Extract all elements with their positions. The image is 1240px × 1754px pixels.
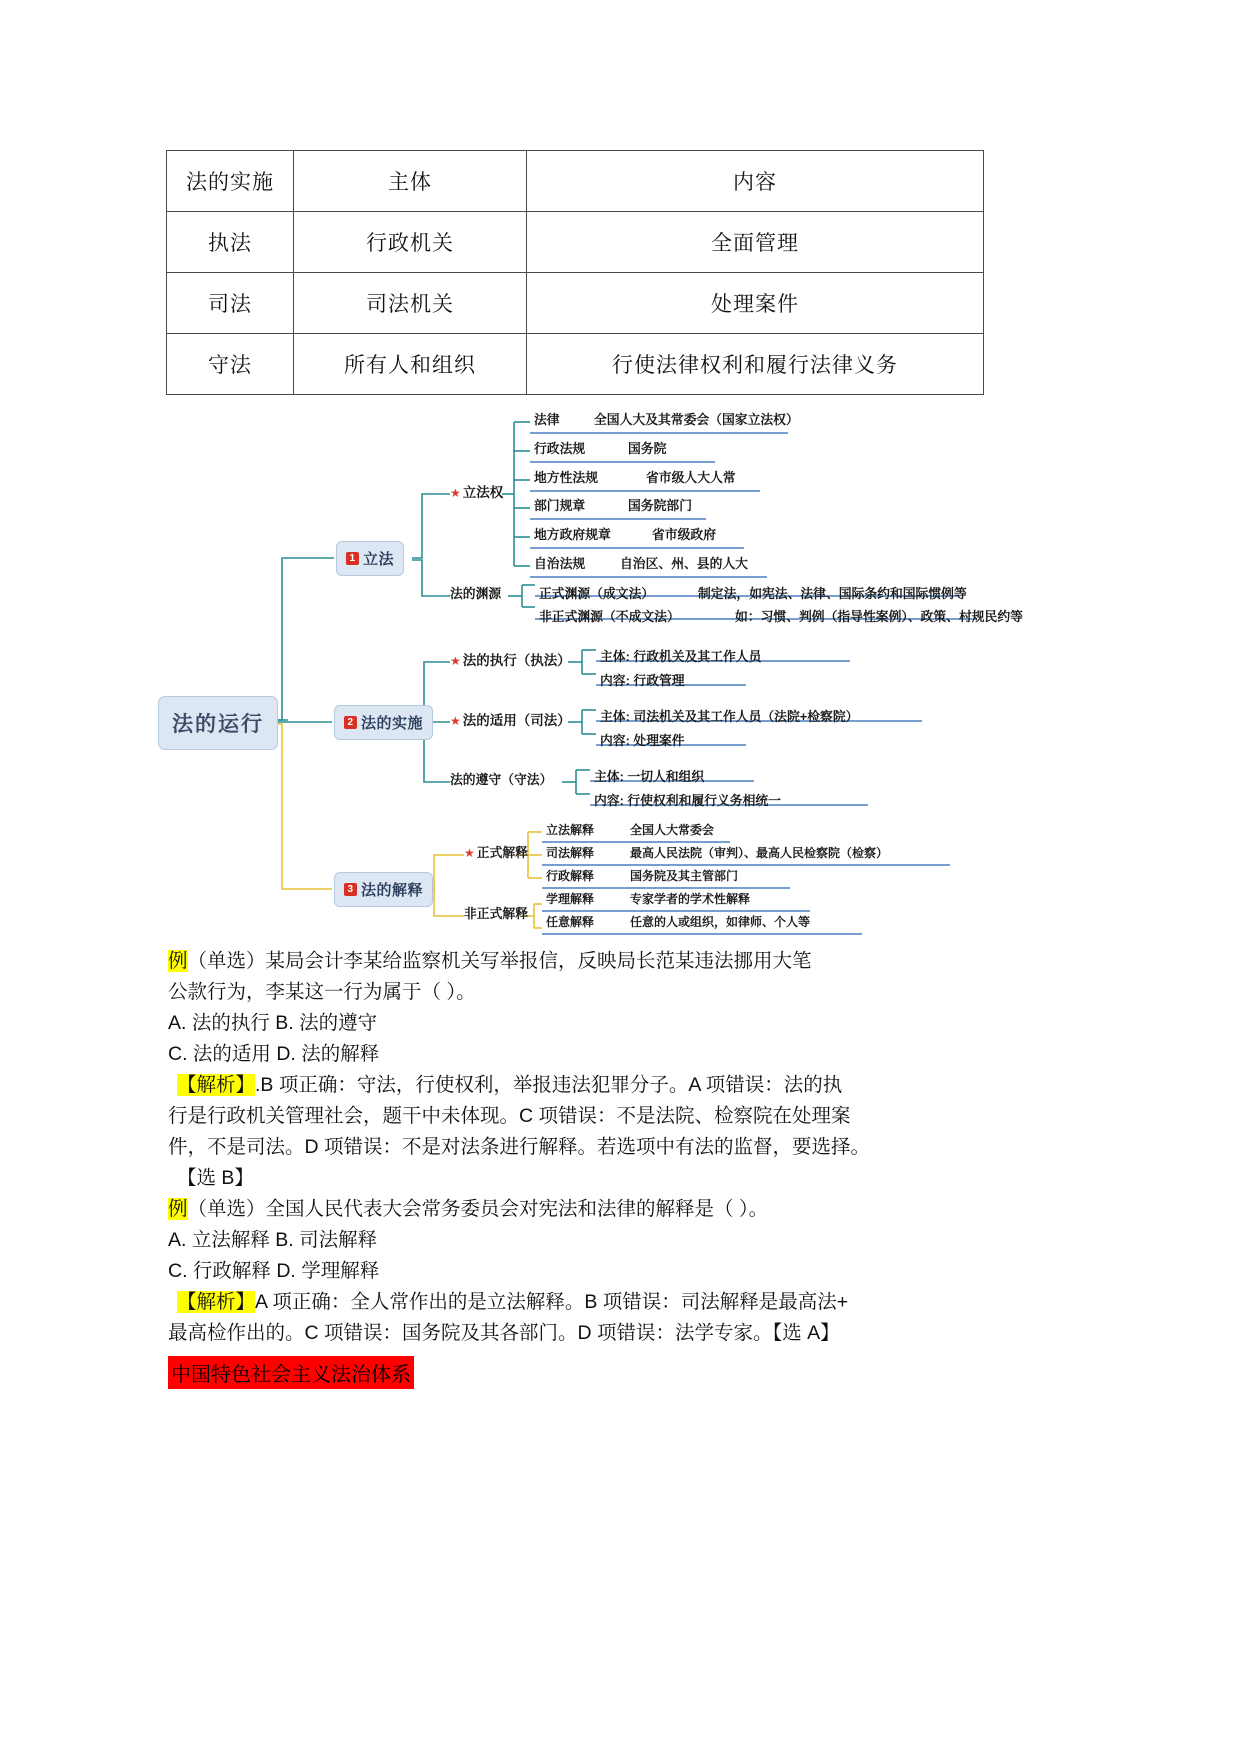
branch-label: 法的解释	[361, 882, 424, 899]
question1-options-line1: A. 法的执行 B. 法的遵守	[168, 1012, 378, 1034]
question2-analysis-line1	[168, 1287, 980, 1318]
mindmap-branch-fadeshishi[interactable]	[334, 705, 433, 740]
star-icon: ★	[450, 714, 461, 728]
mindmap-leaf-value[interactable]: 全国人大及其常委会（国家立法权）	[594, 412, 799, 427]
mindmap-leaf-key[interactable]: 部门规章	[534, 498, 586, 513]
mindmap-leaf-value[interactable]: 制定法，如宪法、法律、国际条约和国际惯例等	[698, 586, 967, 601]
table-cell: 执法	[167, 212, 294, 273]
question1-stem-line1	[168, 946, 980, 977]
law-implementation-table	[166, 150, 984, 395]
table-cell: 司法	[167, 273, 294, 334]
table-cell: 行使法律权利和履行法律义务	[527, 334, 984, 395]
table-cell: 行政机关	[294, 212, 527, 273]
table-row	[167, 273, 984, 334]
question1-stem-text: （单选）某局会计李某给监察机关写举报信，反映局长范某违法挪用大笔	[187, 950, 812, 972]
mindmap-leaf-key[interactable]: 立法解释	[546, 823, 595, 837]
question2-stem-text: （单选）全国人民代表大会常务委员会对宪法和法律的解释是（ ）。	[187, 1198, 769, 1220]
table-header-cell: 法的实施	[167, 151, 294, 212]
table-header-cell: 主体	[294, 151, 527, 212]
mindmap-group-zhengshijieshi[interactable]	[464, 847, 528, 860]
branch-index-badge: 1	[346, 552, 359, 565]
mindmap-leaf-key[interactable]: 行政法规	[534, 441, 586, 456]
mindmap-leaf-value[interactable]: 主体: 一切人和组织	[594, 769, 705, 784]
table-row	[167, 212, 984, 273]
mindmap-leaf-key[interactable]: 任意解释	[546, 915, 595, 929]
branch-index-badge: 2	[344, 716, 357, 729]
exercise-text-block	[168, 946, 980, 1349]
mindmap-leaf-key[interactable]: 司法解释	[546, 846, 595, 860]
question1-answer	[168, 1163, 980, 1194]
question1-analysis-line2: 行是行政机关管理社会，题干中未体现。C 项错误：不是法院、检察院在处理案	[168, 1105, 851, 1127]
table-header-cell: 内容	[527, 151, 984, 212]
question2-stem-line1	[168, 1194, 980, 1225]
group-label: 法的执行（执法）	[462, 653, 571, 668]
star-icon: ★	[450, 654, 461, 668]
mindmap-branch-lifa[interactable]	[336, 541, 404, 576]
mindmap-branch-fadejieshi[interactable]	[334, 872, 433, 907]
table-cell: 全面管理	[527, 212, 984, 273]
mindmap-leaf-key[interactable]: 行政解释	[546, 869, 595, 883]
question1-options-line2: C. 法的适用 D. 法的解释	[168, 1043, 380, 1065]
table-cell: 守法	[167, 334, 294, 395]
mindmap-leaf-key[interactable]: 学理解释	[546, 892, 595, 906]
mindmap-leaf-value[interactable]: 主体: 司法机关及其工作人员（法院+检察院）	[600, 709, 859, 724]
branch-index-badge: 3	[344, 883, 357, 896]
analysis-text: A 项正确：全人常作出的是立法解释。B 项错误：司法解释是最高法+	[255, 1291, 849, 1313]
mindmap-leaf-key[interactable]: 自治法规	[534, 556, 586, 571]
mindmap-leaf-value[interactable]: 内容: 处理案件	[600, 733, 685, 748]
analysis-marker: 【解析】	[177, 1291, 256, 1313]
mindmap-group-fadezunshou[interactable]: 法的遵守（守法）	[450, 772, 553, 787]
mindmap-leaf-value[interactable]: 国务院及其主管部门	[630, 869, 739, 883]
question2-analysis-line2: 最高检作出的。C 项错误：国务院及其各部门。D 项错误：法学专家。【选 A】	[168, 1322, 840, 1344]
mindmap-leaf-value[interactable]: 内容: 行政管理	[600, 673, 685, 688]
group-label: 正式解释	[476, 845, 528, 860]
mindmap-leaf-value[interactable]: 如：习惯、判例（指导性案例）、政策、村规民约等	[735, 609, 1023, 624]
question2-options-line1: A. 立法解释 B. 司法解释	[168, 1229, 378, 1251]
mindmap-leaf-value[interactable]: 自治区、州、县的人大	[620, 556, 748, 571]
mindmap-group-fadeshiyong[interactable]	[450, 714, 571, 728]
star-icon: ★	[450, 486, 461, 500]
mindmap-leaf-key[interactable]: 法律	[534, 412, 560, 427]
table-cell: 处理案件	[527, 273, 984, 334]
mindmap-group-fadezhixing[interactable]	[450, 654, 571, 668]
analysis-marker: 【解析】	[177, 1074, 256, 1096]
star-icon: ★	[464, 846, 475, 860]
mindmap-root-node[interactable]: 法的运行	[158, 696, 278, 750]
mindmap-leaf-value[interactable]: 主体: 行政机关及其工作人员	[600, 649, 762, 664]
branch-label: 法的实施	[361, 715, 424, 732]
analysis-text: .B 项正确：守法，行使权利，举报违法犯罪分子。A 项错误：法的执	[255, 1074, 843, 1096]
mindmap-leaf-value[interactable]: 全国人大常委会	[630, 823, 715, 837]
mindmap-leaf-key[interactable]: 地方性法规	[534, 470, 598, 485]
mindmap-leaf-key[interactable]: 非正式渊源（不成文法）	[539, 609, 680, 624]
mindmap-leaf-key[interactable]: 地方政府规章	[534, 527, 611, 542]
table-cell: 司法机关	[294, 273, 527, 334]
mindmap-leaf-key[interactable]: 正式渊源（成文法）	[539, 586, 655, 601]
mindmap-leaf-value[interactable]: 省市级人大人常	[646, 470, 736, 485]
question1-analysis-line3: 件，不是司法。D 项错误：不是对法条进行解释。若选项中有法的监督，要选择。	[168, 1136, 871, 1158]
table-row	[167, 334, 984, 395]
answer-text: 【选 B】	[177, 1167, 254, 1189]
law-operation-mindmap	[150, 400, 1090, 940]
mindmap-group-feizhengshijieshi[interactable]: 非正式解释	[464, 906, 528, 921]
branch-label: 立法	[363, 551, 395, 568]
question1-stem-line2: 公款行为，李某这一行为属于（ ）。	[168, 981, 476, 1003]
group-label: 立法权	[462, 485, 504, 500]
question1-analysis-line1	[168, 1070, 980, 1101]
table-header-row	[167, 151, 984, 212]
example-marker: 例	[168, 950, 188, 972]
table-cell: 所有人和组织	[294, 334, 527, 395]
mindmap-leaf-value[interactable]: 国务院	[628, 441, 667, 456]
mindmap-leaf-value[interactable]: 国务院部门	[628, 498, 692, 513]
mindmap-leaf-value[interactable]: 省市级政府	[652, 527, 716, 542]
mindmap-leaf-value[interactable]: 任意的人或组织，如律师、个人等	[630, 915, 811, 929]
mindmap-group-lifaquan[interactable]	[450, 486, 503, 500]
section-title-highlight: 中国特色社会主义法治体系	[168, 1356, 414, 1389]
question2-options-line2: C. 行政解释 D. 学理解释	[168, 1260, 380, 1282]
group-label: 法的适用（司法）	[462, 713, 571, 728]
mindmap-leaf-value[interactable]: 内容: 行使权利和履行义务相统一	[594, 793, 781, 808]
mindmap-group-fadeyuanyuan[interactable]: 法的渊源	[450, 586, 502, 601]
mindmap-leaf-value[interactable]: 专家学者的学术性解释	[630, 892, 751, 906]
mindmap-connectors	[150, 400, 1090, 940]
mindmap-leaf-value[interactable]: 最高人民法院（审判）、最高人民检察院（检察）	[630, 846, 889, 860]
example-marker: 例	[168, 1198, 188, 1220]
